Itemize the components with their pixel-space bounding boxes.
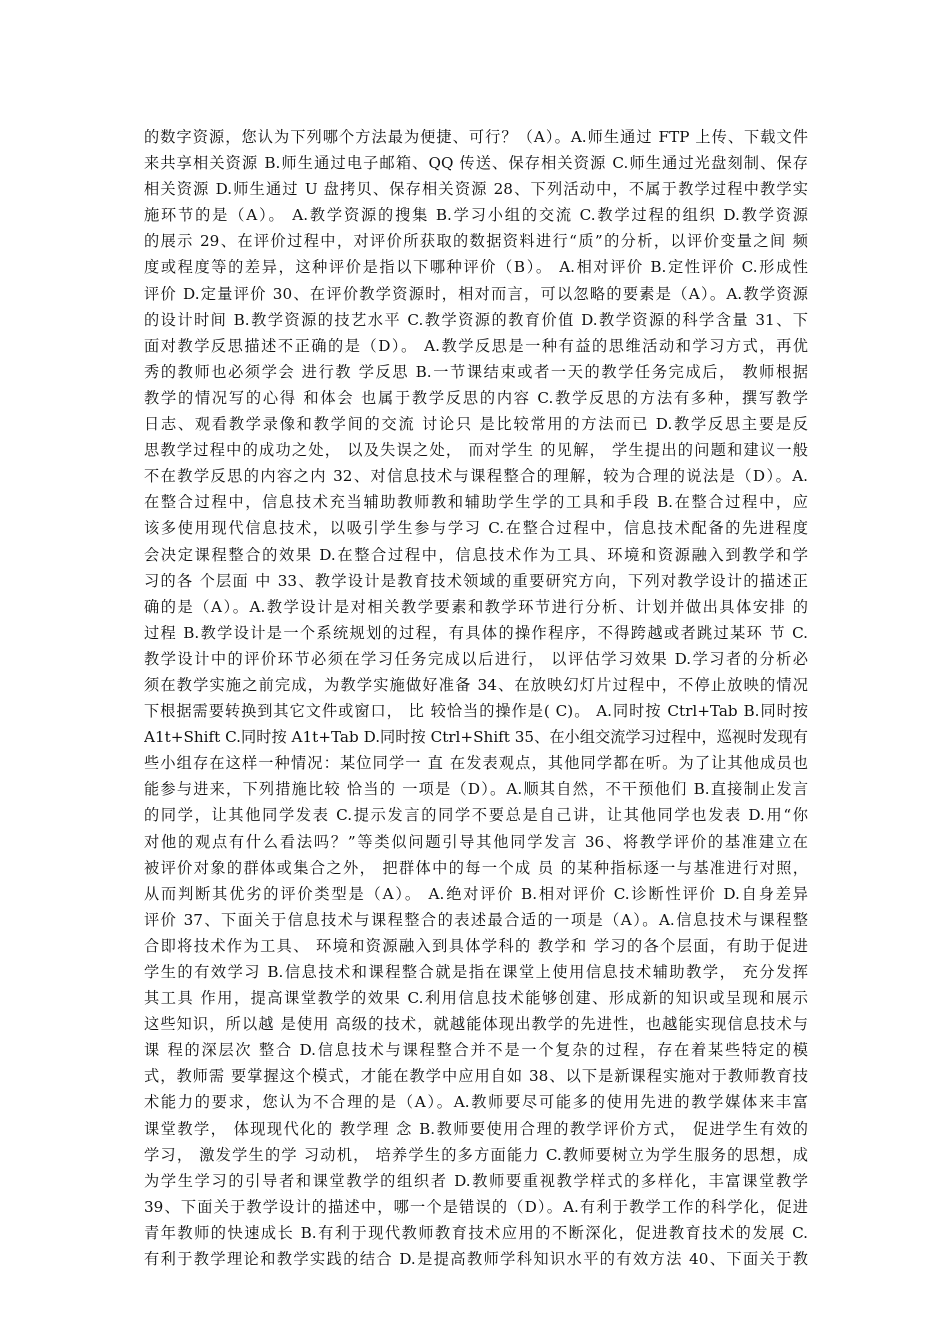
text-line: 须在教学实施之前完成，为教学实施做好准备 34、在放映幻灯片过程中，不停止放映的情况 [144,675,808,694]
text-line: 合即将技术作为工具、 环境和资源融入到具体学科的 教学和 学习的各个层面，有助于促进 [144,936,808,955]
text-line: A1t+Shift C.同时按 A1t+Tab D.同时按 Ctrl+Shift 35、在小组交流学习过程中，巡视时发现有 [144,728,808,747]
text-line: 思教学过程中的成功之处， 以及失误之处， 而对学生 的见解， 学生提出的问题和建议一般 [144,441,808,460]
text-line: 对他的观点有什么看法吗？”等类似问题引导其他同学发言 36、将教学评价的基准建立在 [144,832,808,851]
text-line: 该多使用现代信息技术，以吸引学生参与学习 C.在整合过程中，信息技术配备的先进程度 [144,519,808,538]
text-line: 过程 B.教学设计是一个系统规划的过程，有具体的操作程序，不得跨越或者跳过某环 节 C. [144,623,808,642]
text-line: 课堂教学， 体现现代化的 教学理 念 B.教师要使用合理的教学评价方式， 促进学生有效的 [144,1119,808,1138]
text-line: 能参与进来，下列措施比较 恰当的 一项是（D）。A.顺其自然，不干预他们 B.直接制止发言 [144,780,808,799]
text-line: 评价 37、下面关于信息技术与课程整合的表述最合适的一项是（A）。A.信息技术与课程整 [144,910,808,929]
text-line: 日志、观看教学录像和教学间的交流 讨论只 是比较常用的方法而已 D.教学反思主要是反 [144,415,808,434]
text-line: 度或程度等的差异，这种评价是指以下哪种评价（B）。 A.相对评价 B.定性评价 C.形成性 [144,258,808,277]
text-line: 的展示 29、在评价过程中，对评价所获取的数据资料进行“质”的分析，以评价变量之间 频 [144,232,808,251]
text-line: 的同学，让其他同学发表 C.提示发言的同学不要总是自己讲，让其他同学也发表 D.用“你 [144,806,808,825]
text-line: 的设计时间 B.教学资源的技艺水平 C.教学资源的教育价值 D.教学资源的科学含量 31、下 [144,310,808,329]
text-line: 教学设计中的评价环节必须在学习任务完成以后进行， 以评估学习效果 D.学习者的分析必 [144,649,808,668]
text-line: 来共享相关资源 B.师生通过电子邮箱、QQ 传送、保存相关资源 C.师生通过光盘刻制、保存 [144,154,808,173]
text-line: 会决定课程整合的效果 D.在整合过程中，信息技术作为工具、环境和资源融入到教学和学 [144,545,808,564]
text-line: 确的是（A）。A.教学设计是对相关教学要素和教学环节进行分析、计划并做出具体安排 的 [144,597,808,616]
text-line: 为学生学习的引导者和课堂教学的组织者 D.教师要重视教学样式的多样化，丰富课堂教学 [144,1171,808,1190]
text-line: 的数字资源，您认为下列哪个方法最为便捷、可行？（A）。A.师生通过 FTP 上传、下载文件 [144,128,808,146]
text-line: 有利于教学理论和教学实践的结合 D.是提高教师学科知识水平的有效方法 40、下面关于教 [144,1250,808,1269]
text-line: 面对教学反思描述不正确的是（D）。 A.教学反思是一种有益的思维活动和学习方式，再优 [144,336,808,355]
text-line: 青年教师的快速成长 B.有利于现代教师教育技术应用的不断深化，促进教育技术的发展 C. [144,1223,808,1242]
text-line: 习的各 个层面 中 33、教学设计是教育技术领域的重要研究方向，下列对教学设计的描述正 [144,571,808,590]
document-page [144,124,808,1272]
text-line: 从而判断其优劣的评价类型是（A）。 A.绝对评价 B.相对评价 C.诊断性评价 D.自身差异 [144,884,808,903]
text-line: 其工具 作用，提高课堂教学的效果 C.利用信息技术能够创建、形成新的知识或呈现和展示 [144,989,808,1008]
text-line: 不在教学反思的内容之内 32、对信息技术与课程整合的理解，较为合理的说法是（D）。A. [144,467,808,486]
text-line: 评价 D.定量评价 30、在评价教学资源时，相对而言，可以忽略的要素是（A）。A.教学资源 [144,284,808,303]
text-line: 下根据需要转换到其它文件或窗口， 比 较恰当的操作是( C)。 A.同时按 Ctrl+Tab B.同时按 [144,702,808,721]
text-line: 施环节的是（A）。 A.教学资源的搜集 B.学习小组的交流 C.教学过程的组织 D.教学资源 [144,206,808,225]
text-line: 被评价对象的群体或集合之外， 把群体中的每一个成 员 的某种指标逐一与基准进行对照， [144,858,808,877]
text-line: 秀的教师也必须学会 进行教 学反思 B.一节课结束或者一天的教学任务完成后， 教师根据 [144,362,808,381]
text-line: 在整合过程中，信息技术充当辅助教师教和辅助学生学的工具和手段 B.在整合过程中，应 [144,493,808,512]
text-line: 课 程的深层次 整合 D.信息技术与课程整合并不是一个复杂的过程，存在着某些特定的模 [144,1041,808,1060]
text-line: 些小组存在这样一种情况：某位同学一 直 在发表观点，其他同学都在听。为了让其他成员也 [144,754,808,773]
text-line: 39、下面关于教学设计的描述中，哪一个是错误的（D）。A.有利于教学工作的科学化，促进 [144,1197,808,1216]
text-line: 学习， 激发学生的学 习动机， 培养学生的多方面能力 C.教师要树立为学生服务的思想，成 [144,1145,808,1164]
text-line: 教学的情况写的心得 和体会 也属于教学反思的内容 C.教学反思的方法有多种，撰写教学 [144,388,808,407]
text-line: 相关资源 D.师生通过 U 盘拷贝、保存相关资源 28、下列活动中，不属于教学过程中教学实 [144,180,808,199]
text-line: 学生的有效学习 B.信息技术和课程整合就是指在课堂上使用信息技术辅助教学， 充分发挥 [144,963,808,981]
text-line: 这些知识，所以越 是使用 高级的技术，就越能体现出教学的先进性，也越能实现信息技术与 [144,1015,808,1034]
text-line: 式，教师需 要掌握这个模式，才能在教学中应用自如 38、以下是新课程实施对于教师教育技 [144,1067,808,1086]
text-line: 术能力的要求，您认为不合理的是（A）。A.教师要尽可能多的使用先进的教学媒体来丰富 [144,1093,808,1112]
